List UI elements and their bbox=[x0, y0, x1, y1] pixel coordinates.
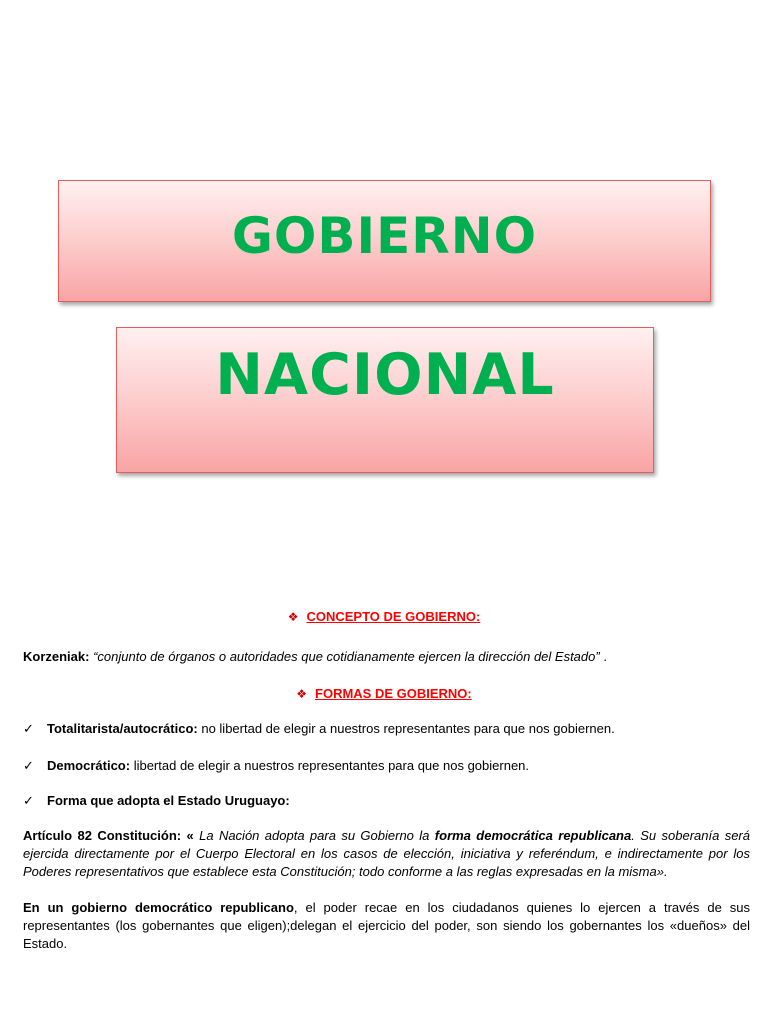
list-item-democratico bbox=[23, 757, 748, 775]
concepto-heading bbox=[0, 609, 768, 624]
korzeniak-quote: “conjunto de órganos o autoridades que cotidianamente ejercen la dirección del Estado” bbox=[93, 649, 604, 664]
text-totalitarista: no libertad de elegir a nuestros representantes para que nos gobiernen. bbox=[197, 721, 615, 736]
title-banner-nacional bbox=[116, 327, 654, 473]
title-nacional: NACIONAL bbox=[215, 342, 555, 408]
articulo-label: Artículo 82 Constitución: « bbox=[23, 828, 194, 843]
korzeniak-author: Korzeniak: bbox=[23, 649, 90, 664]
conclusion-bold: En un gobierno democrático republicano bbox=[23, 900, 294, 915]
concepto-heading-label: CONCEPTO DE GOBIERNO: bbox=[306, 609, 481, 624]
checkmark-icon: ✓ bbox=[23, 721, 34, 736]
articulo-text-1: La Nación adopta para su Gobierno la bbox=[193, 828, 435, 843]
articulo-text-2: . Su soberanía será ejercida directamente por el Cuerpo Electoral en los casos de elección, iniciativa y referéndum, e indirectamente por los Poderes representativos que establece esta Constitución; todo conforme a las reglas expresadas en la misma». bbox=[23, 828, 750, 879]
diamond-bullet-icon: ❖ bbox=[287, 610, 299, 624]
title-gobierno: GOBIERNO bbox=[231, 207, 538, 265]
korzeniak-definition bbox=[23, 648, 748, 666]
articulo-bold-phrase: forma democrática republicana bbox=[434, 828, 632, 843]
list-item-forma-uruguay bbox=[23, 792, 748, 810]
term-forma-uruguay: Forma que adopta el Estado Uruguayo: bbox=[47, 793, 290, 808]
checkmark-icon: ✓ bbox=[23, 758, 34, 773]
list-item-totalitarista bbox=[23, 720, 748, 738]
formas-heading bbox=[0, 686, 768, 701]
diamond-bullet-icon: ❖ bbox=[296, 687, 308, 701]
text-democratico: libertad de elegir a nuestros representantes para que nos gobiernen. bbox=[130, 758, 530, 773]
title-banner-gobierno bbox=[58, 180, 711, 302]
checkmark-icon: ✓ bbox=[23, 793, 34, 808]
conclusion-text: , el poder recae en los ciudadanos quienes lo ejercen a través de sus representantes (los gobernantes que eligen);delegan el ejercicio del poder, son siendo los gobernantes los «dueños» del Estado. bbox=[23, 900, 750, 951]
conclusion-paragraph bbox=[23, 899, 750, 953]
korzeniak-end: . bbox=[603, 649, 607, 664]
formas-heading-label: FORMAS DE GOBIERNO: bbox=[315, 686, 472, 701]
articulo-82-paragraph bbox=[23, 827, 750, 881]
term-totalitarista: Totalitarista/autocrático: bbox=[47, 721, 198, 736]
term-democratico: Democrático: bbox=[47, 758, 131, 773]
